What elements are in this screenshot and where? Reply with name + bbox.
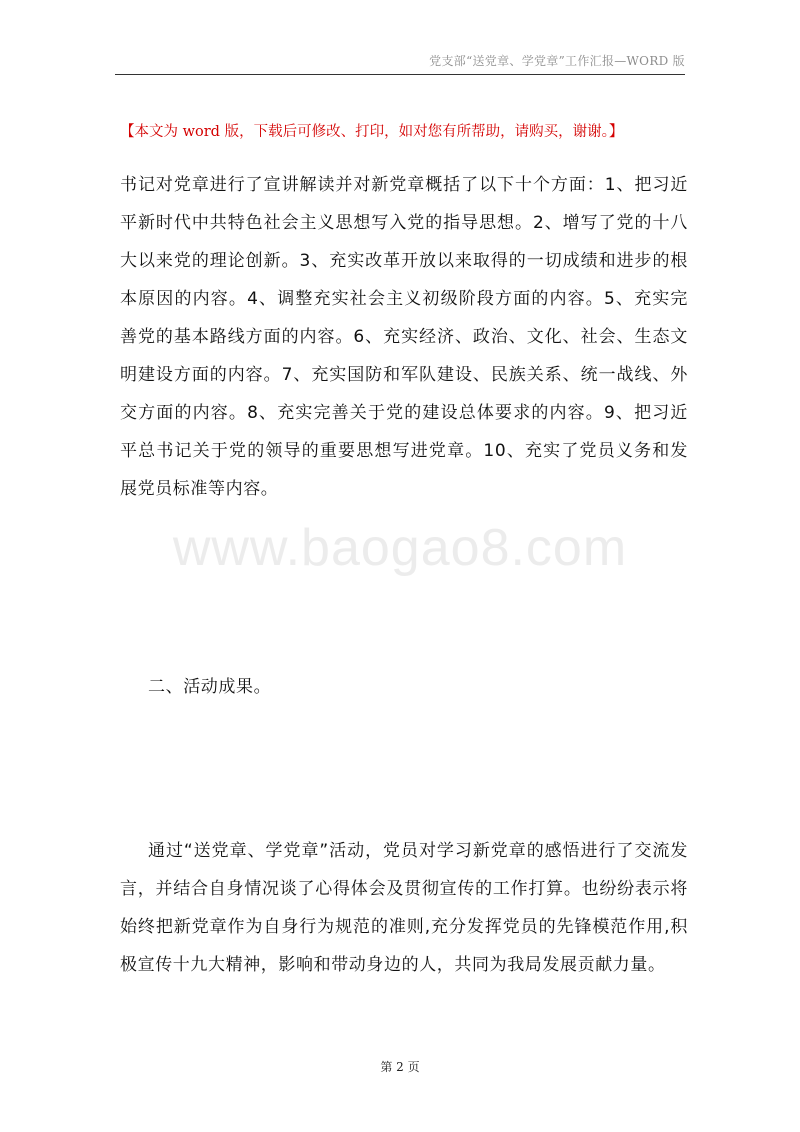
body-paragraph-1: 书记对党章进行了宣讲解读并对新党章概括了以下十个方面：1、把习近平新时代中共特色社会主义思想写入党的指导思想。2、增写了党的十八大以来党的理论创新。3、充实改革开放以来取得的一切成绩和进步的根本原因的内容。4、调整充实社会主义初级阶段方面的内容。5、充实完善党的基本路线方面的内容。6、充实经济、政治、文化、社会、生态文明建设方面的内容。7、充实国防和军队建设、民族关系、统一战线、外交方面的内容。8、充实完善关于党的建设总体要求的内容。9、把习近平总书记关于党的领导的重要思想写进党章。10、充实了党员义务和发展党员标准等内容。 [120,175,688,499]
header-divider [115,74,685,75]
watermark-text: www.baogao8.com [172,519,628,577]
page-header-title: 党支部“送党章、学党章”工作汇报—WORD 版 [429,54,685,68]
purchase-notice: 【本文为 word 版，下载后可修改、打印，如对您有所帮助，请购买，谢谢。】 [120,124,624,140]
body-paragraph-2: 通过“送党章、学党章”活动，党员对学习新党章的感悟进行了交流发言，并结合自身情况谈了心得体会及贯彻宣传的工作打算。也纷纷表示将始终把新党章作为自身行为规范的准则,充分发挥党员的先锋模范作用,积极宣传十九大精神，影响和带动身边的人，共同为我局发展贡献力量。 [120,841,688,975]
section-title: 二、活动成果。 [148,677,272,697]
page-number: 第 2 页 [380,1060,420,1074]
